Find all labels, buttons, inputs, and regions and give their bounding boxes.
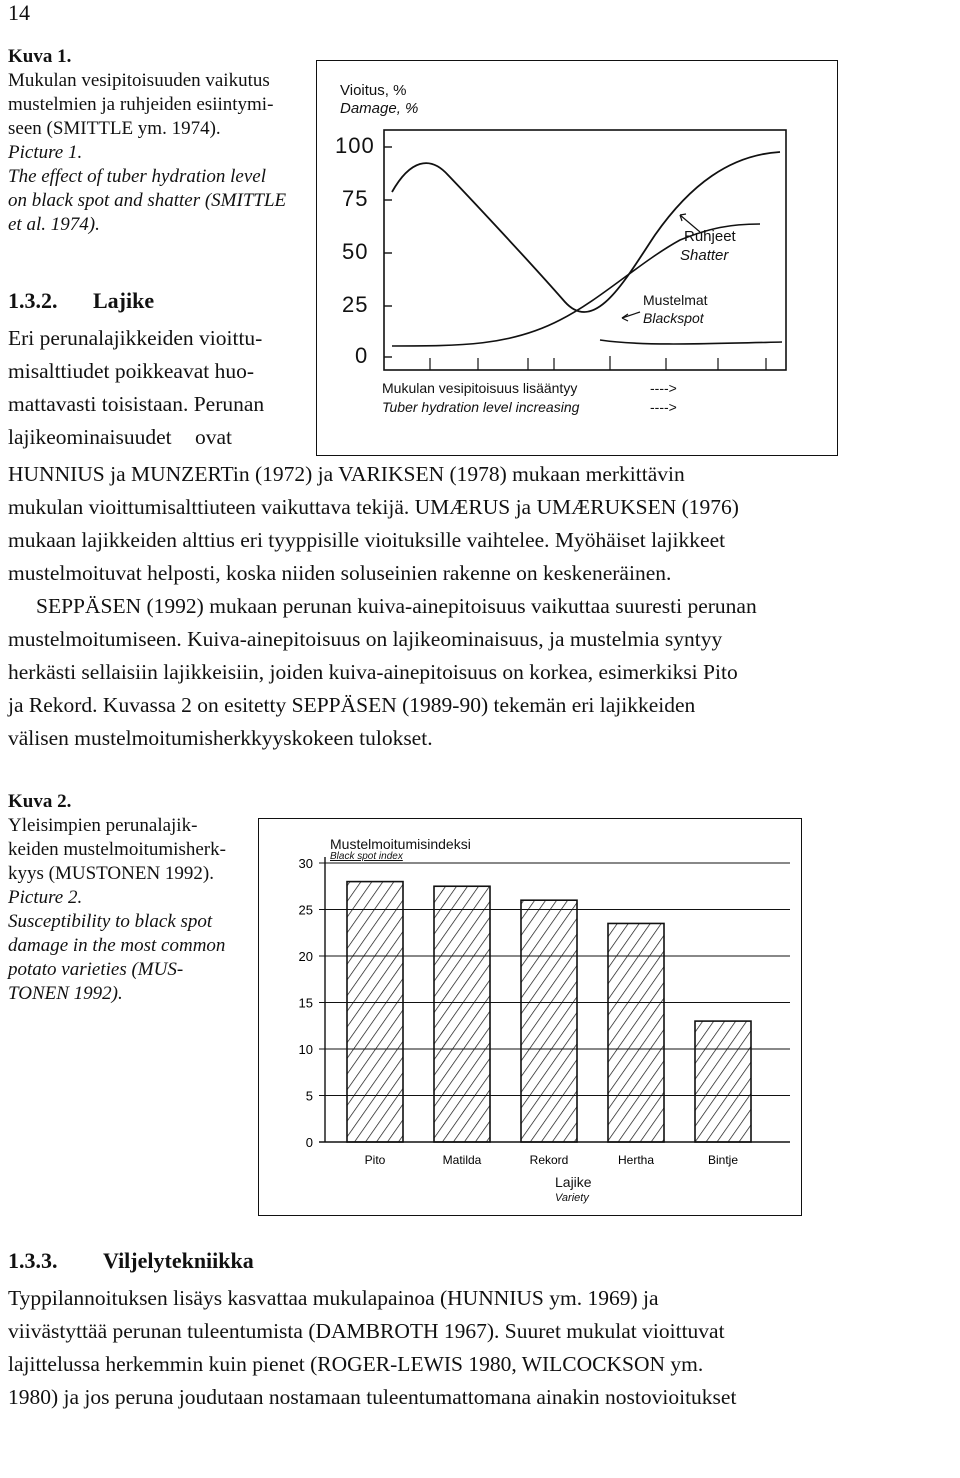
text-line: mukaan lajikkeiden alttius eri tyyppisille vioituksille vaihtelee. Myöhäiset lajikkeet [8,528,726,552]
figure1-caption-line: seen (SMITTLE ym. 1974). [8,118,221,139]
section-133-heading [8,1248,254,1274]
blackspot-label-en: Blackspot [643,310,704,326]
text-line: 1980) ja jos peruna joudutaan nostamaan tuleentumattomana ainakin nostovioitukset [8,1385,737,1409]
figure1-caption-line: Mukulan vesipitoisuuden vaikutus [8,70,270,91]
text-line: SEPPÄSEN (1992) mukaan perunan kuiva-ainepitoisuus vaikuttaa suuresti perunan [36,594,757,618]
figure2-label-fi: Kuva 2. [8,791,72,812]
section-133-number: 1.3.3. [8,1248,58,1273]
figure1-caption-line-en: on black spot and shatter (SMITTLE [8,190,287,211]
figure2-caption-line-en: TONEN 1992). [8,983,123,1004]
y-tick-label: 30 [298,856,313,871]
figure1-ylabel-en: Damage, % [340,100,419,117]
figure1-label-fi: Kuva 1. [8,46,72,67]
figure2-xlabel: Lajike [555,1174,592,1190]
figure1-caption-line-en: The effect of tuber hydration level [8,166,267,187]
figure1-caption-line-en: et al. 1974). [8,214,100,235]
bar-matilda [434,886,490,1142]
figure2-label-en: Picture 2. [8,887,83,908]
figure1-ytick-label: 100 [335,133,375,158]
bar-bintje [695,1021,751,1142]
text-line: mattavasti toisistaan. Perunan [8,392,265,416]
y-tick-label: 0 [305,1135,313,1150]
text-line: mustelmoitumiseen. Kuiva-ainepitoisuus on lajikeominaisuus, ja mustelmia syntyy [8,627,723,651]
category-label: Rekord [529,1153,569,1167]
figure1-arrow: ----> [650,380,677,396]
text-line: HUNNIUS ja MUNZERTin (1972) ja VARIKSEN (1978) mukaan merkittävin [8,462,685,486]
text-line: misalttiudet poikkeavat huo- [8,359,255,383]
figure1-ytick-label: 50 [342,239,369,264]
figure2-caption-line-en: potato varieties (MUS- [8,959,184,980]
text-line: Eri perunalajikkeiden vioittu- [8,326,263,350]
figure2-caption-line: kyys (MUSTONEN 1992). [8,863,215,884]
shatter-label-en: Shatter [680,247,729,264]
figure1-label-en: Picture 1. [8,142,83,163]
figure2-title: Mustelmoitumisindeksi [330,836,471,852]
section-132-title: Lajike [93,288,155,313]
shatter-label-fi: Ruhjeet [684,228,736,245]
text-line: ja Rekord. Kuvassa 2 on esitetty SEPPÄSEN (1989-90) tekemän eri lajikkeiden [8,693,696,717]
page-number: 14 [8,0,30,25]
y-tick-label: 10 [298,1042,313,1057]
bar-pito [347,882,403,1142]
text-line: välisen mustelmoitumisherkkyyskokeen tulokset. [8,726,433,750]
y-tick-label: 25 [298,902,313,918]
text-line: viivästyttää perunan tuleentumista (DAMBROTH 1967). Suuret mukulat vioittuvat [8,1319,725,1343]
y-tick-label: 5 [305,1088,313,1104]
text-line: lajittelussa herkemmin kuin pienet (ROGER-LEWIS 1980, WILCOCKSON ym. [8,1352,704,1376]
text-line: mukulan vioittumisalttiuteen vaikuttava tekijä. UMÆRUS ja UMÆRUKSEN (1976) [8,495,739,519]
figure2-caption-line: keiden mustelmoitumisherk- [8,839,226,860]
figure1-ytick-label: 75 [342,186,369,211]
section-132-number: 1.3.2. [8,288,58,313]
blackspot-label-fi: Mustelmat [643,292,708,308]
figure1-ytick-label: 0 [355,343,369,368]
figure1-ytick-label: 25 [342,292,369,317]
y-tick-label: 20 [298,949,313,964]
bar-rekord [521,900,577,1142]
category-label: Bintje [707,1153,739,1167]
section-133-title: Viljelytekniikka [103,1248,254,1273]
figure2-caption-line-en: damage in the most common [8,935,226,956]
y-tick-label: 15 [298,995,313,1011]
figure2-caption-line: Yleisimpien perunalajik- [8,815,198,836]
section-133-text [8,1282,736,1414]
category-label: Matilda [442,1153,482,1167]
figure1-caption-line: mustelmien ja ruhjeiden esiintymi- [8,94,274,115]
text-line: lajikeominaisuudet ovat [8,425,232,449]
figure1-arrow: ----> [650,399,677,415]
figure2-caption-line-en: Susceptibility to black spot [8,911,213,932]
text-line: mustelmoituvat helposti, koska niiden soluseinien rakenne on keskeneräinen. [8,561,672,585]
figure2-subtitle: Black spot index [330,851,403,862]
figure1-xlabel-fi: Mukulan vesipitoisuus lisääntyy [382,380,578,396]
figure1-ylabel-fi: Vioitus, % [340,82,407,99]
text-line: herkästi sellaisiin lajikkeisiin, joiden kuiva-ainepitoisuus on korkea, esimerkiksi Pito [8,660,738,684]
text-line: Typpilannoituksen lisäys kasvattaa mukulapainoa (HUNNIUS ym. 1969) ja [8,1286,659,1310]
category-label: Hertha [617,1153,655,1167]
figure1-xlabel-en: Tuber hydration level increasing [382,399,580,415]
category-label: Pito [364,1153,386,1167]
figure2-xlabel-en: Variety [555,1192,589,1204]
